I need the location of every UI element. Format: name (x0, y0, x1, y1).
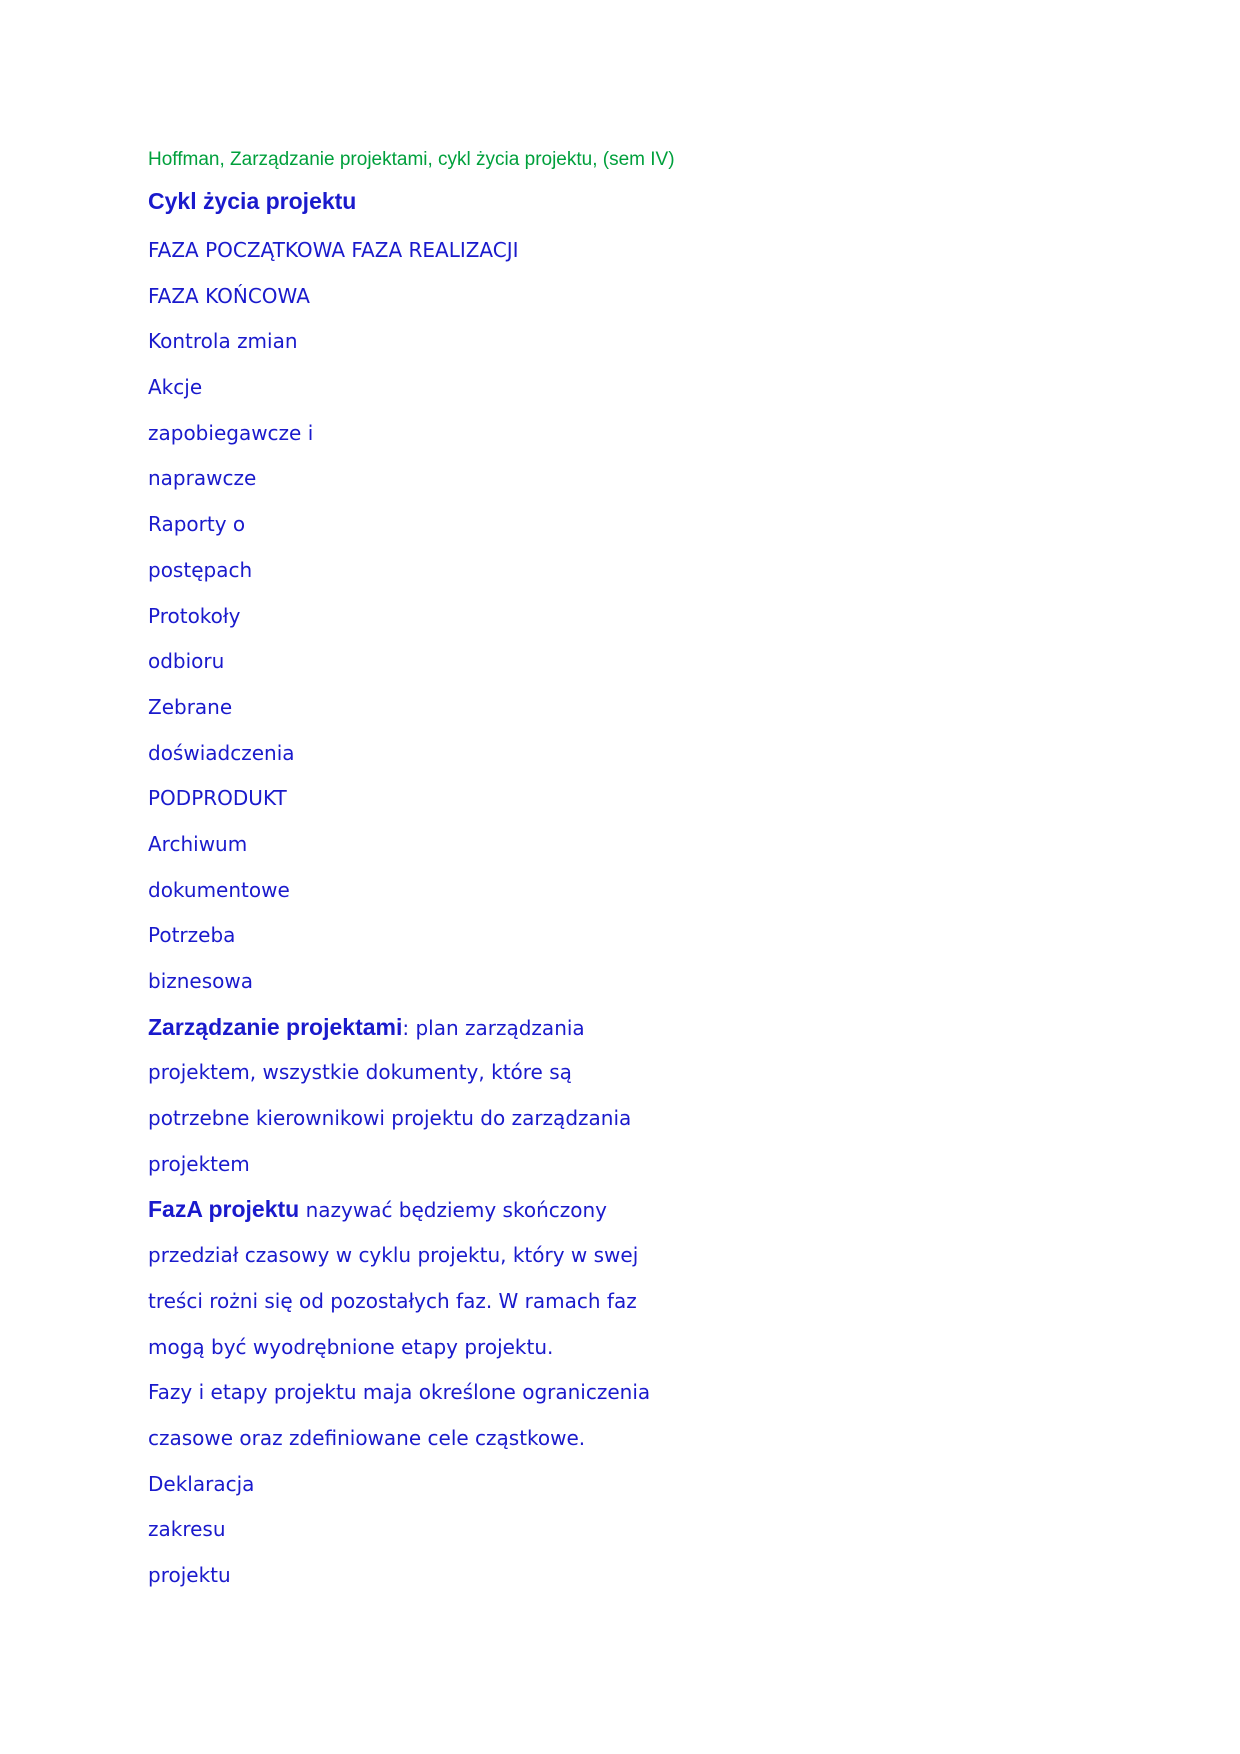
pm-definition-colon: : (402, 1015, 410, 1040)
text-line: Potrzeba (148, 923, 236, 948)
text-line: potrzebne kierownikowi projektu do zarządzania (148, 1106, 632, 1131)
text-line: projektem, wszystkie dokumenty, które są (148, 1060, 572, 1085)
document-title: Cykl życia projektu (148, 188, 357, 214)
text-line: Deklaracja (148, 1471, 255, 1496)
text-line: FAZA POCZĄTKOWA FAZA REALIZACJI (148, 238, 519, 262)
text-line: zakresu (148, 1517, 226, 1542)
text-line: FAZA KOŃCOWA (148, 283, 310, 308)
pm-definition (148, 1005, 1108, 1188)
pm-definition-term: Zarządzanie projektami (148, 1013, 403, 1040)
document-body (148, 146, 1108, 1599)
pm-definition-first-line (148, 1005, 1108, 1051)
text-line: naprawcze (148, 466, 257, 491)
phase-definition-term: FazA projektu (148, 1196, 300, 1223)
text-line: mogą być wyodrębnione etapy projektu. (148, 1334, 554, 1359)
pm-definition-text: plan zarządzania (409, 1015, 585, 1040)
text-line: Protokoły (148, 603, 241, 628)
text-line: Zebrane (148, 694, 233, 719)
text-line: Kontrola zmian (148, 329, 298, 354)
text-line: Fazy i etapy projektu maja określone ograniczenia (148, 1380, 651, 1405)
document-header: Hoffman, Zarządzanie projektami, cykl życia projektu, (sem IV) (148, 149, 675, 170)
phase-definition-first-line (148, 1187, 1108, 1233)
text-line: przedział czasowy w cyklu projektu, który w swej (148, 1243, 639, 1268)
text-line: zapobiegawcze i (148, 420, 314, 445)
text-line: PODPRODUKT (148, 786, 287, 811)
lifecycle-list (148, 228, 1108, 1005)
phase-definition-text: nazywać będziemy skończony (299, 1198, 607, 1223)
text-line: dokumentowe (148, 877, 290, 902)
text-line: Archiwum (148, 831, 248, 856)
text-line: czasowe oraz zdefiniowane cele cząstkowe. (148, 1425, 586, 1450)
text-line: Raporty o (148, 512, 246, 537)
text-line: projektem (148, 1151, 250, 1176)
text-line: postępach (148, 557, 253, 582)
text-line: odbioru (148, 649, 225, 674)
text-line: doświadczenia (148, 740, 295, 765)
text-line: treści rożni się od pozostałych faz. W ramach faz (148, 1288, 637, 1313)
phase-definition (148, 1187, 1108, 1598)
text-line: biznesowa (148, 969, 253, 993)
text-line: Akcje (148, 375, 203, 400)
text-line: projektu (148, 1562, 231, 1587)
